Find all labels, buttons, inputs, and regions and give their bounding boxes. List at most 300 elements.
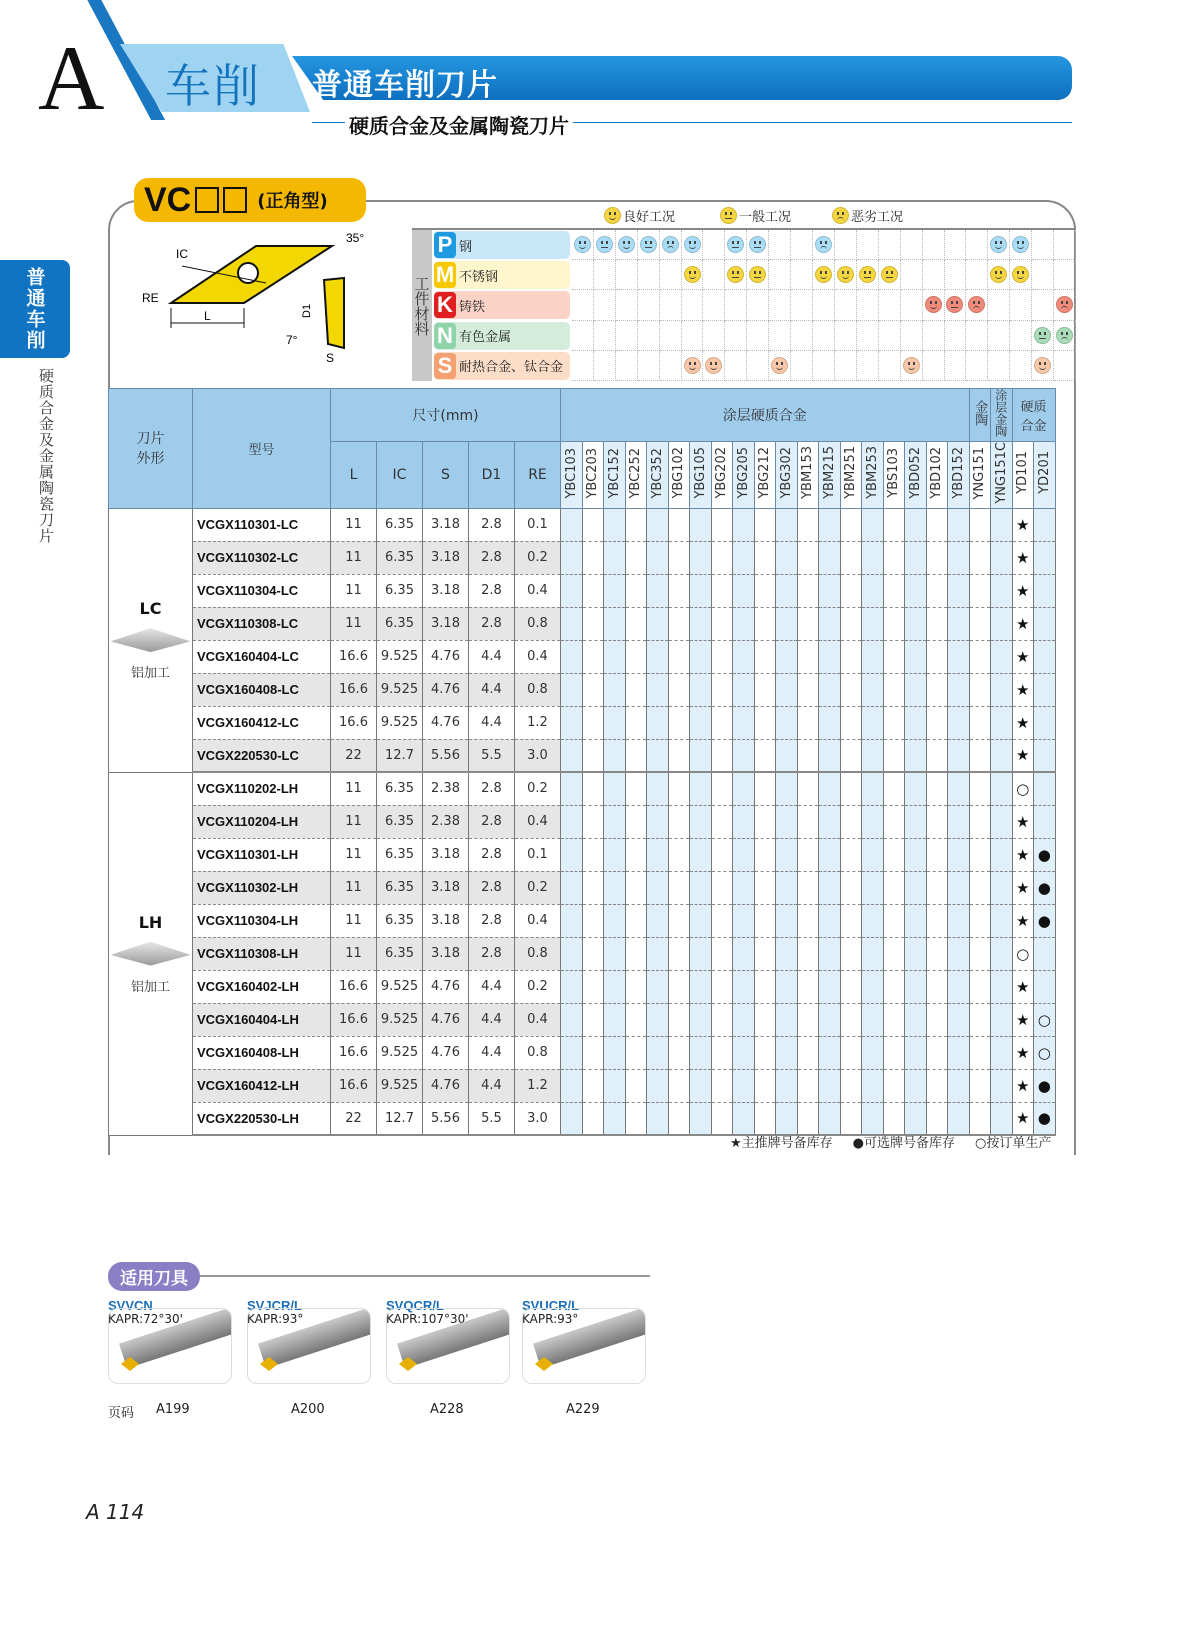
grade-cell-yd101: ★ <box>1012 970 1034 1003</box>
grade-cell-ybc352 <box>647 607 669 640</box>
grade-cell-ybc203 <box>582 1069 604 1102</box>
col-dim-d1: D1 <box>469 442 515 509</box>
rating-cell <box>835 321 857 351</box>
grade-cell-ybc152 <box>604 739 626 772</box>
grade-cell-ybc252 <box>625 574 647 607</box>
dim-re: 0.1 <box>515 838 561 871</box>
grade-cell-ybc252 <box>625 937 647 970</box>
grade-cell-ybg302 <box>776 1036 798 1069</box>
rating-cell <box>682 260 704 290</box>
average-face-icon <box>720 207 737 224</box>
grade-cell-ybg212 <box>754 673 776 706</box>
grade-cell-yd201 <box>1034 706 1056 739</box>
grade-cell-ybd102 <box>926 805 948 838</box>
rating-cell <box>1010 290 1032 320</box>
grade-cell-ybg212 <box>754 607 776 640</box>
grade-cell-ybc252 <box>625 772 647 805</box>
grade-cell-ybc203 <box>582 673 604 706</box>
rating-cell <box>769 260 791 290</box>
col-grade-yng151c: YNG151C <box>991 442 1013 509</box>
grade-cell-ybc203 <box>582 838 604 871</box>
avg-face-icon <box>946 296 963 313</box>
grade-cell-yng151c <box>991 871 1013 904</box>
grade-cell-ybm253 <box>862 739 884 772</box>
grade-cell-ybc152 <box>604 772 626 805</box>
grade-cell-ybs103 <box>883 508 905 541</box>
grade-cell-ybs103 <box>883 904 905 937</box>
grade-cell-ybg302 <box>776 1069 798 1102</box>
grade-cell-ybg105 <box>690 904 712 937</box>
col-grade-yd201: YD201 <box>1034 442 1056 509</box>
model-cell: VCGX160408-LC <box>193 673 331 706</box>
rating-cell <box>879 230 901 260</box>
grade-cell-ybc352 <box>647 871 669 904</box>
grade-cell-ybc252 <box>625 739 647 772</box>
grade-cell-ybs103 <box>883 706 905 739</box>
good-face-icon <box>1034 357 1051 374</box>
grade-cell-ybg202 <box>711 1003 733 1036</box>
material-name: 钢 <box>459 239 473 255</box>
grade-cell-ybg302 <box>776 805 798 838</box>
grade-cell-yd101: ★ <box>1012 871 1034 904</box>
table-row[interactable] <box>109 970 1056 1003</box>
side-tab-turning[interactable]: 普通车削 <box>0 260 70 358</box>
table-row[interactable] <box>109 838 1056 871</box>
dim-d1: 4.4 <box>469 1069 515 1102</box>
rating-cell <box>945 260 967 290</box>
grade-cell-ybg105 <box>690 937 712 970</box>
grade-cell-ybg212 <box>754 937 776 970</box>
grade-cell-ybc352 <box>647 1036 669 1069</box>
bad-face-icon <box>1056 296 1073 313</box>
grade-cell-ybg202 <box>711 871 733 904</box>
dim-s: 3.18 <box>423 871 469 904</box>
grade-cell-yd201 <box>1034 937 1056 970</box>
grade-cell-ybm253 <box>862 1003 884 1036</box>
dim-re: 3.0 <box>515 739 561 772</box>
grade-cell-ybm215 <box>819 904 841 937</box>
grade-cell-ybg105 <box>690 1036 712 1069</box>
grade-cell-yd201: ● <box>1034 904 1056 937</box>
grade-cell-ybc152 <box>604 937 626 970</box>
grade-cell-ybg202 <box>711 1069 733 1102</box>
grade-cell-ybm251 <box>840 904 862 937</box>
dim-s: 3.18 <box>423 607 469 640</box>
grade-cell-yng151 <box>969 1003 991 1036</box>
grade-cell-ybm251 <box>840 574 862 607</box>
rating-cell <box>988 230 1010 260</box>
grade-cell-ybm215 <box>819 739 841 772</box>
grade-cell-ybc203 <box>582 1036 604 1069</box>
dim-ic: 9.525 <box>377 640 423 673</box>
grade-cell-ybc103 <box>561 1003 583 1036</box>
dim-d1: 4.4 <box>469 706 515 739</box>
model-cell: VCGX110302-LH <box>193 871 331 904</box>
applicable-tools-title: 适用刀具 <box>108 1262 200 1291</box>
table-row[interactable] <box>109 673 1056 706</box>
dim-re: 0.4 <box>515 574 561 607</box>
tool-kapr: KAPR:93° <box>522 1312 579 1326</box>
grade-cell-ybg212 <box>754 1102 776 1135</box>
grade-cell-ybg302 <box>776 739 798 772</box>
rating-cell <box>835 230 857 260</box>
rating-cell <box>725 321 747 351</box>
grade-cell-ybs103 <box>883 541 905 574</box>
bad-face-icon <box>815 236 832 253</box>
grade-cell-ybd052 <box>905 640 927 673</box>
product-badge <box>134 178 366 222</box>
col-grade-ybm215: YBM215 <box>819 442 841 509</box>
grade-cell-ybd102 <box>926 772 948 805</box>
rating-cell <box>747 351 769 381</box>
table-row[interactable] <box>109 805 1056 838</box>
material-letter-icon: M <box>435 262 455 288</box>
grade-cell-ybg202 <box>711 772 733 805</box>
grade-cell-ybm153 <box>797 541 819 574</box>
tool-svvcn[interactable] <box>108 1298 232 1384</box>
application-label: 铝加工 <box>130 666 170 682</box>
good-face-icon <box>990 266 1007 283</box>
table-row[interactable] <box>109 739 1056 772</box>
grade-cell-ybc103 <box>561 1036 583 1069</box>
dim-re: 0.2 <box>515 772 561 805</box>
grade-cell-ybg205 <box>733 1102 755 1135</box>
grade-cell-ybm251 <box>840 1003 862 1036</box>
table-row[interactable] <box>109 508 1056 541</box>
rating-cell <box>616 321 638 351</box>
grade-cell-yng151c <box>991 904 1013 937</box>
grade-cell-ybc352 <box>647 1003 669 1036</box>
grade-cell-ybm251 <box>840 838 862 871</box>
material-name: 铸铁 <box>459 299 486 315</box>
dim-ic: 6.35 <box>377 937 423 970</box>
grade-cell-ybc203 <box>582 805 604 838</box>
grade-cell-ybc152 <box>604 574 626 607</box>
grade-cell-ybg212 <box>754 706 776 739</box>
grade-cell-ybc152 <box>604 1036 626 1069</box>
grade-cell-ybc203 <box>582 508 604 541</box>
dim-d1: 2.8 <box>469 937 515 970</box>
table-row[interactable] <box>109 706 1056 739</box>
grade-cell-ybd152 <box>948 1036 970 1069</box>
grade-cell-yng151c <box>991 1036 1013 1069</box>
rating-cell <box>703 230 725 260</box>
svg-text:RE: RE <box>142 291 159 305</box>
col-grade-yng151: YNG151 <box>969 442 991 509</box>
grade-cell-ybd052 <box>905 1102 927 1135</box>
grade-cell-yng151 <box>969 838 991 871</box>
grade-cell-ybg202 <box>711 673 733 706</box>
grade-cell-yd101: ★ <box>1012 739 1034 772</box>
grade-cell-ybg205 <box>733 904 755 937</box>
grade-cell-yng151c <box>991 508 1013 541</box>
col-grade-ybd052: YBD052 <box>905 442 927 509</box>
tool-svqcr-l[interactable] <box>386 1298 510 1384</box>
rating-cell <box>572 230 594 260</box>
grade-cell-ybg205 <box>733 1003 755 1036</box>
rating-cell <box>616 230 638 260</box>
dim-s: 3.18 <box>423 838 469 871</box>
grade-cell-ybd052 <box>905 970 927 1003</box>
grade-cell-yng151 <box>969 937 991 970</box>
tool-svucr-l[interactable] <box>522 1298 646 1384</box>
grade-cell-ybc352 <box>647 673 669 706</box>
grade-cell-ybm153 <box>797 574 819 607</box>
grade-cell-ybc152 <box>604 640 626 673</box>
avg-face-icon <box>727 266 744 283</box>
rating-cell <box>966 260 988 290</box>
grade-cell-ybg102 <box>668 871 690 904</box>
rating-cell <box>857 230 879 260</box>
grade-cell-ybg212 <box>754 772 776 805</box>
rating-cell <box>769 321 791 351</box>
page-subtitle: 硬质合金及金属陶瓷刀片 <box>345 110 573 139</box>
rating-cell <box>682 230 704 260</box>
rating-cell <box>1054 290 1076 320</box>
rating-cell <box>966 230 988 260</box>
grade-cell-ybm153 <box>797 772 819 805</box>
section-letter: A <box>38 27 105 129</box>
table-row[interactable] <box>109 541 1056 574</box>
rating-cell <box>572 260 594 290</box>
section-name: 车削 <box>165 59 261 113</box>
grade-cell-ybc103 <box>561 607 583 640</box>
grade-cell-ybc152 <box>604 805 626 838</box>
grade-cell-ybg102 <box>668 772 690 805</box>
grade-cell-ybg302 <box>776 937 798 970</box>
grade-cell-ybc252 <box>625 508 647 541</box>
grade-cell-ybs103 <box>883 574 905 607</box>
grade-cell-ybc352 <box>647 1069 669 1102</box>
grade-cell-ybg205 <box>733 541 755 574</box>
table-row[interactable] <box>109 1102 1056 1135</box>
grade-cell-ybg102 <box>668 1036 690 1069</box>
col-grade-yd101: YD101 <box>1012 442 1034 509</box>
grade-cell-ybc352 <box>647 574 669 607</box>
grade-cell-yng151 <box>969 706 991 739</box>
grade-cell-ybg105 <box>690 574 712 607</box>
grade-cell-ybs103 <box>883 772 905 805</box>
rating-cell <box>945 351 967 381</box>
rating-cell <box>703 351 725 381</box>
dim-l: 11 <box>331 871 377 904</box>
tool-page-ref[interactable]: A200 <box>291 1402 325 1417</box>
dim-d1: 4.4 <box>469 1036 515 1069</box>
grade-cell-ybm215 <box>819 838 841 871</box>
grade-cell-ybg212 <box>754 1069 776 1102</box>
grade-cell-ybg105 <box>690 706 712 739</box>
grade-cell-ybd102 <box>926 640 948 673</box>
grade-cell-ybg205 <box>733 937 755 970</box>
rating-cell <box>769 230 791 260</box>
grade-cell-ybs103 <box>883 1036 905 1069</box>
grade-cell-ybc203 <box>582 772 604 805</box>
rating-cell <box>791 351 813 381</box>
col-model: 型号 <box>193 389 331 509</box>
rating-cell <box>966 290 988 320</box>
rating-cell <box>725 230 747 260</box>
grade-cell-ybg105 <box>690 739 712 772</box>
tool-page-ref[interactable]: A229 <box>566 1402 600 1417</box>
model-cell: VCGX160412-LC <box>193 706 331 739</box>
dim-l: 11 <box>331 508 377 541</box>
grade-cell-ybm253 <box>862 805 884 838</box>
dim-re: 0.4 <box>515 640 561 673</box>
rating-cell <box>616 260 638 290</box>
model-cell: VCGX220530-LH <box>193 1102 331 1135</box>
grade-cell-ybg212 <box>754 574 776 607</box>
grade-cell-ybd102 <box>926 607 948 640</box>
grade-cell-ybd152 <box>948 805 970 838</box>
dim-s: 4.76 <box>423 1003 469 1036</box>
grade-cell-ybm253 <box>862 640 884 673</box>
grade-cell-ybd052 <box>905 871 927 904</box>
tool-image <box>522 1308 646 1384</box>
dim-re: 1.2 <box>515 1069 561 1102</box>
grade-cell-yd201 <box>1034 772 1056 805</box>
dim-d1: 2.8 <box>469 904 515 937</box>
grade-cell-ybc203 <box>582 871 604 904</box>
table-row[interactable] <box>109 640 1056 673</box>
grade-cell-ybc352 <box>647 805 669 838</box>
grade-cell-yng151c <box>991 937 1013 970</box>
grade-cell-yd101: ★ <box>1012 1003 1034 1036</box>
rating-cell <box>703 260 725 290</box>
table-row[interactable] <box>109 1036 1056 1069</box>
grade-cell-yd101: ★ <box>1012 1102 1034 1135</box>
rating-cell <box>835 351 857 381</box>
grade-cell-ybm253 <box>862 1036 884 1069</box>
dim-l: 11 <box>331 574 377 607</box>
rating-cell <box>857 260 879 290</box>
grade-cell-ybd152 <box>948 937 970 970</box>
grade-cell-ybg212 <box>754 508 776 541</box>
grade-cell-yd201 <box>1034 970 1056 1003</box>
grade-cell-ybg205 <box>733 673 755 706</box>
grade-cell-ybg102 <box>668 640 690 673</box>
grade-cell-ybd152 <box>948 838 970 871</box>
table-row[interactable] <box>109 1069 1056 1102</box>
grade-cell-ybd152 <box>948 706 970 739</box>
tool-page-ref[interactable]: A228 <box>430 1402 464 1417</box>
dim-ic: 9.525 <box>377 1036 423 1069</box>
tool-page-ref[interactable]: A199 <box>156 1402 190 1417</box>
grade-cell-ybc352 <box>647 838 669 871</box>
grade-cell-ybg202 <box>711 508 733 541</box>
grade-cell-ybm153 <box>797 1069 819 1102</box>
grade-cell-ybd102 <box>926 706 948 739</box>
dim-re: 0.4 <box>515 904 561 937</box>
model-cell: VCGX110301-LH <box>193 838 331 871</box>
grade-cell-yng151c <box>991 1003 1013 1036</box>
table-row[interactable] <box>109 904 1056 937</box>
grade-cell-ybm251 <box>840 937 862 970</box>
good-face-icon <box>684 266 701 283</box>
table-row[interactable] <box>109 607 1056 640</box>
avg-face-icon <box>749 236 766 253</box>
dim-s: 4.76 <box>423 673 469 706</box>
grade-cell-ybm253 <box>862 871 884 904</box>
rating-cell <box>813 230 835 260</box>
tool-svjcr-l[interactable] <box>247 1298 371 1384</box>
rating-cell <box>616 290 638 320</box>
grade-cell-yng151c <box>991 772 1013 805</box>
rating-cell <box>1010 351 1032 381</box>
table-row[interactable] <box>109 574 1056 607</box>
rating-cell <box>901 290 923 320</box>
dim-re: 0.2 <box>515 871 561 904</box>
rating-cell <box>879 260 901 290</box>
dim-s: 5.56 <box>423 1102 469 1135</box>
product-type: (正角型) <box>257 191 328 212</box>
grade-cell-ybm153 <box>797 1036 819 1069</box>
rating-cell <box>572 321 594 351</box>
insert-image <box>111 942 191 966</box>
grade-cell-yng151c <box>991 970 1013 1003</box>
dim-l: 11 <box>331 838 377 871</box>
grade-cell-ybd152 <box>948 607 970 640</box>
grade-cell-ybg302 <box>776 1102 798 1135</box>
table-row[interactable] <box>109 871 1056 904</box>
table-row[interactable] <box>109 937 1056 970</box>
grade-cell-ybd052 <box>905 706 927 739</box>
grade-cell-ybd102 <box>926 904 948 937</box>
grade-cell-ybg302 <box>776 673 798 706</box>
grade-cell-ybg205 <box>733 508 755 541</box>
insert-table <box>108 388 1056 1136</box>
rating-cell <box>747 290 769 320</box>
dim-l: 11 <box>331 541 377 574</box>
dim-s: 4.76 <box>423 1069 469 1102</box>
dim-re: 3.0 <box>515 1102 561 1135</box>
label-ic: IC <box>176 247 188 261</box>
rating-cell <box>923 321 945 351</box>
dim-s: 3.18 <box>423 508 469 541</box>
table-row[interactable] <box>109 1003 1056 1036</box>
grade-cell-ybc252 <box>625 970 647 1003</box>
grade-cell-ybg302 <box>776 772 798 805</box>
dim-l: 16.6 <box>331 706 377 739</box>
model-cell: VCGX110301-LC <box>193 508 331 541</box>
grade-cell-ybm215 <box>819 640 841 673</box>
page-label: 页码 <box>108 1406 135 1421</box>
grade-cell-yng151c <box>991 673 1013 706</box>
table-row[interactable] <box>109 772 1056 805</box>
grade-cell-ybc152 <box>604 1102 626 1135</box>
col-grade-ybg102: YBG102 <box>668 442 690 509</box>
dim-l: 16.6 <box>331 640 377 673</box>
rating-cell <box>1054 230 1076 260</box>
grade-cell-ybm153 <box>797 640 819 673</box>
grade-cell-ybc352 <box>647 541 669 574</box>
grade-cell-yd201 <box>1034 673 1056 706</box>
grade-cell-ybc152 <box>604 541 626 574</box>
grade-cell-ybg202 <box>711 739 733 772</box>
grade-cell-ybg205 <box>733 607 755 640</box>
grade-cell-ybc103 <box>561 574 583 607</box>
grade-cell-ybm251 <box>840 970 862 1003</box>
grade-cell-ybg102 <box>668 574 690 607</box>
bad-face-icon <box>1056 327 1073 344</box>
rating-cell <box>682 321 704 351</box>
bad-face-icon <box>968 296 985 313</box>
rating-cell <box>594 290 616 320</box>
side-tab-subtitle: 硬质合金及金属陶瓷刀片 <box>37 368 55 544</box>
rating-cell <box>725 351 747 381</box>
bad-face-icon <box>662 236 679 253</box>
model-cell: VCGX160404-LH <box>193 1003 331 1036</box>
rating-cell <box>879 321 901 351</box>
